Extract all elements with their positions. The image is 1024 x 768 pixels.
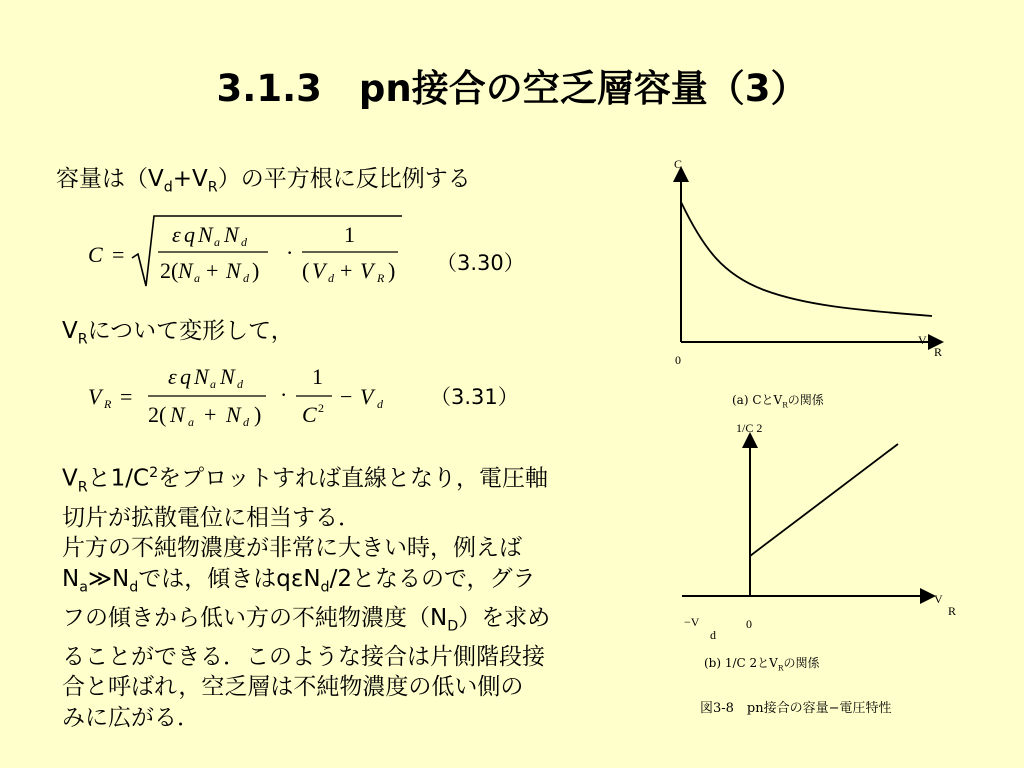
eq1-num-d: d — [241, 235, 247, 249]
intro-pre: 容量は（V — [56, 166, 164, 192]
eq1-den2-open: ( — [302, 258, 310, 283]
eq2-one: 1 — [312, 364, 323, 389]
equation-number-3-30: （3.30） — [436, 251, 525, 275]
eq1-den-d: d — [243, 271, 249, 285]
fig-b-neg-label: −V — [684, 615, 700, 629]
eq2-V-d: d — [377, 397, 383, 411]
eq2-den-C: C — [302, 402, 317, 427]
para-l4-s1: a — [79, 579, 88, 596]
fig-b-caption-sub: R — [777, 663, 784, 673]
fig-a-origin: 0 — [675, 353, 681, 367]
para-line-3: 片方の不純物濃度が非常に大きい時，例えば — [62, 535, 522, 562]
eq2-den-N2: N — [226, 402, 241, 427]
intro-mid: +V — [172, 166, 208, 192]
eq2-den-close: ) — [254, 402, 262, 427]
eq1-one: 1 — [344, 222, 355, 247]
para-l4-mid2: では，傾きはqεN — [138, 565, 321, 592]
eq2-num-d: d — [237, 377, 243, 391]
eq1-den2-V2: V — [360, 258, 374, 283]
para-line-6: ることができる．このような接合は片側階段接 — [62, 643, 545, 670]
para-l1-post: をプロットすれば直線となり，電圧軸 — [158, 465, 549, 492]
fig-b-y-label: 1/C 2 — [736, 421, 763, 435]
eq2-equals: = — [120, 384, 133, 409]
eq2-num-eps: ε — [168, 364, 177, 389]
para-line-7: 合と呼ばれ，空乏層は不純物濃度の低い側の — [62, 674, 524, 701]
figure-a-c-vs-vr — [664, 150, 964, 370]
fig-b-neg-sub: d — [710, 628, 716, 642]
para-l5-pre: フの傾きから低い方の不純物濃度（N — [62, 604, 448, 631]
eq1-den-plus: + — [206, 258, 219, 283]
para-l4-n1: N — [62, 565, 80, 592]
eq2-V: V — [360, 384, 374, 409]
intro-sub-r: R — [207, 179, 218, 196]
eq1-num-N2: N — [224, 222, 239, 247]
equation-number-3-31: （3.31） — [430, 385, 519, 409]
equation-3-31 — [80, 356, 400, 440]
eq2-dot: · — [280, 382, 288, 407]
para-l1-mid: と1/C — [87, 465, 150, 492]
fig-a-curve — [681, 202, 932, 316]
slide-title: 3.1.3 pn接合の空乏層容量（3） — [216, 67, 808, 110]
eq2-den-open: 2( — [148, 402, 167, 427]
intro-post: ）の平方根に反比例する — [217, 166, 471, 192]
equation-3-30 — [80, 208, 420, 298]
figure-caption: 図3-8 pn接合の容量−電圧特性 — [700, 701, 892, 716]
intro-sub-d: d — [163, 179, 173, 196]
eq1-lhs: C — [88, 242, 103, 267]
para-l1-sup: 2 — [149, 465, 159, 481]
eq1-den2-close: ) — [388, 258, 396, 283]
eq2-den-a: a — [188, 415, 194, 429]
vr-line-post: について変形して， — [87, 318, 294, 344]
figure-b-inv-c2-vs-vr — [680, 418, 970, 648]
fig-a-x-label: V — [918, 333, 927, 347]
fig-b-origin: 0 — [746, 617, 752, 631]
eq2-num-q: q — [180, 364, 191, 389]
eq2-den-C-sup: 2 — [318, 401, 324, 415]
intro-line — [56, 164, 471, 203]
para-line-1 — [62, 458, 622, 503]
para-l4-s3: d — [320, 579, 330, 596]
eq2-num-N2: N — [220, 364, 235, 389]
eq2-den-plus: + — [204, 402, 217, 427]
explanation-paragraph — [62, 458, 622, 733]
fig-a-caption-pre: (a) CとV — [732, 393, 783, 407]
eq1-den2-V1: V — [312, 258, 326, 283]
fig-a-y-label: C — [674, 157, 683, 171]
para-line-8: みに広がる． — [62, 704, 200, 731]
eq1-dot: · — [286, 240, 294, 265]
fig-b-caption-post: の関係 — [783, 656, 820, 670]
vr-line — [62, 316, 294, 355]
eq1-num-N1: N — [198, 222, 213, 247]
para-l4-post: /2となるので，グラ — [329, 565, 536, 592]
fig-a-caption-post: の関係 — [787, 393, 824, 407]
para-l5-sub: D — [447, 618, 459, 635]
eq1-den2-R: R — [377, 271, 385, 285]
eq1-num-a: a — [214, 235, 220, 249]
eq1-num-eps: ε — [172, 222, 181, 247]
para-l4-mid1: ≫N — [87, 565, 130, 592]
fig-b-x-sub: R — [948, 604, 957, 618]
para-l5-post: ）を求め — [458, 604, 551, 631]
para-line-4 — [62, 564, 622, 603]
eq1-den-a: a — [194, 271, 200, 285]
vr-line-v: V — [62, 318, 78, 344]
fig-a-caption-sub: R — [782, 400, 788, 410]
fig-a-caption — [732, 391, 824, 409]
eq2-lhs-V: V — [88, 384, 102, 409]
para-line-2: 切片が拡散電位に相当する． — [62, 504, 361, 531]
eq1-den-close: ) — [252, 258, 260, 283]
eq1-den-open: 2( — [160, 258, 179, 283]
eq1-equals: = — [112, 242, 125, 267]
eq2-minus: − — [340, 384, 353, 409]
fig-b-x-label: V — [934, 592, 943, 606]
fig-b-caption-pre: (b) 1/C 2とV — [704, 656, 778, 670]
eq1-den-N1: N — [178, 258, 193, 283]
fig-b-line — [750, 444, 898, 556]
eq2-lhs-R: R — [104, 397, 112, 411]
para-l1-vsub: R — [77, 479, 88, 496]
eq2-num-a: a — [210, 377, 216, 391]
eq2-den-N1: N — [170, 402, 185, 427]
eq1-num-q: q — [184, 222, 195, 247]
eq1-den-N2: N — [226, 258, 241, 283]
fig-a-x-sub: R — [934, 345, 943, 359]
fig-b-caption — [704, 654, 819, 672]
eq1-den2-plus: + — [340, 258, 353, 283]
eq2-num-N1: N — [194, 364, 209, 389]
vr-line-sub: R — [77, 331, 88, 348]
para-l4-s2: d — [129, 579, 139, 596]
eq1-den2-d: d — [328, 271, 334, 285]
para-l1-v: V — [62, 465, 78, 492]
para-line-5 — [62, 603, 622, 642]
eq2-den-d: d — [243, 415, 249, 429]
